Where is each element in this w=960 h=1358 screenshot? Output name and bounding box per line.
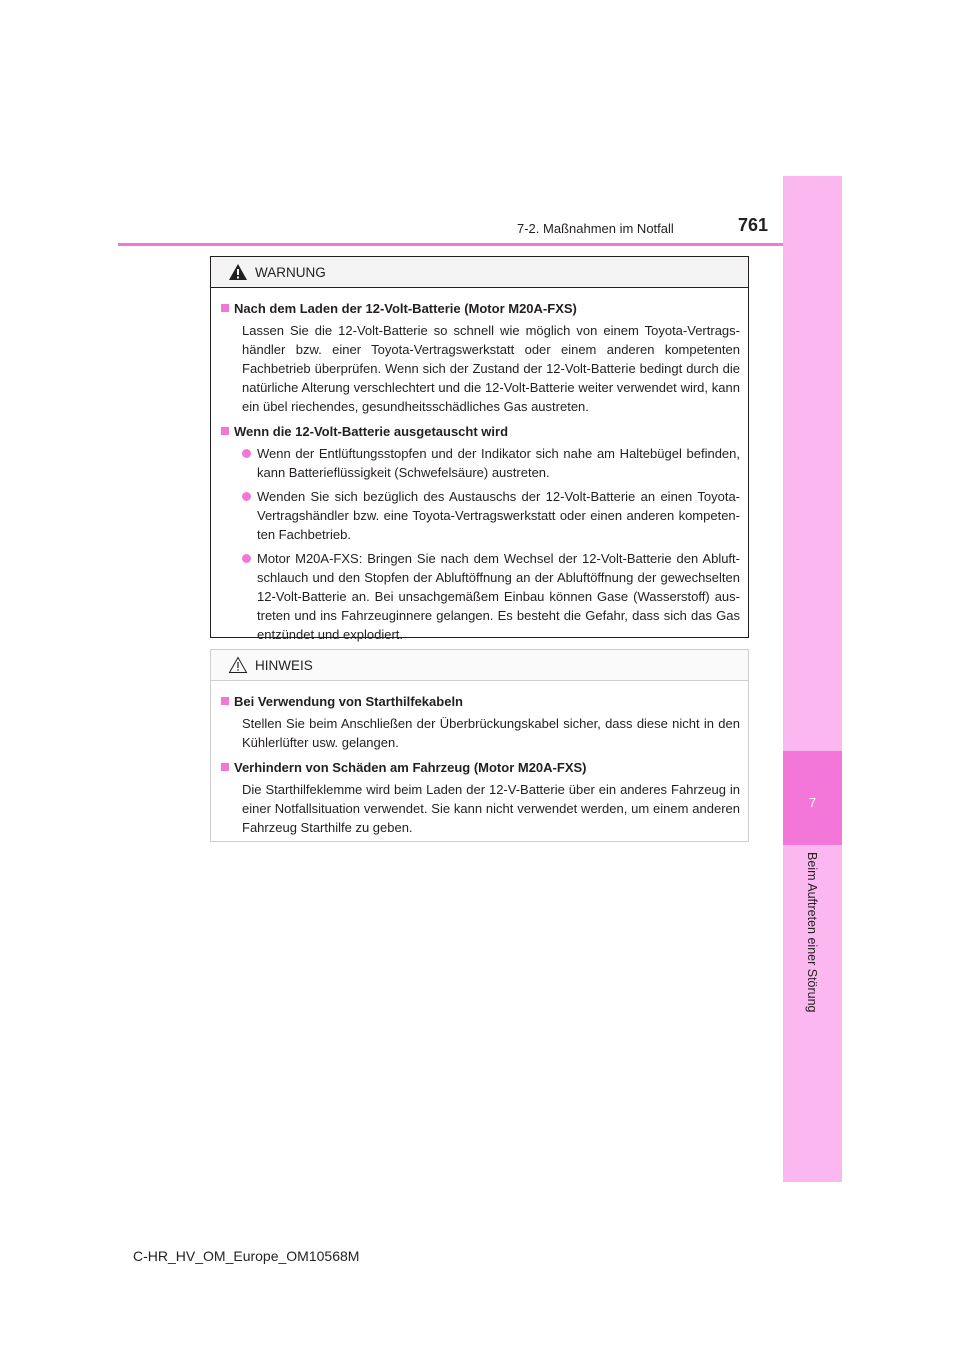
list-item-text: Wenden Sie sich bezüglich des Austauschs der 12-Volt-Batterie an einen Toyota-Vertragshändler bzw. eine Toyota-Vertragswerkstatt oder einen anderen kompeten-ten Fachbetrieb. — [257, 489, 740, 542]
warning-heading-1 — [221, 299, 740, 318]
circle-bullet-icon — [242, 449, 251, 458]
notice-box — [210, 649, 749, 842]
footer-doc-id: C-HR_HV_OM_Europe_OM10568M — [133, 1248, 360, 1264]
page-number: 761 — [738, 215, 769, 235]
list-item-text: Motor M20A-FXS: Bringen Sie nach dem Wechsel der 12-Volt-Batterie den Abluft-schlauch und den Stopfen der Abluftöffnung an der Abluftöffnung der gewechselten 12-Volt-Batterie an. Bei unsachgemäßem Einbau können Gase (Wasserstoff) aus-treten und ins Fahrzeuginnere gelangen. Es besteht die Gefahr, dass sich das Gas entzündet und explodiert. — [257, 551, 740, 642]
notice-heading-2 — [221, 758, 740, 777]
warning-box — [210, 256, 749, 642]
header-rule — [118, 243, 783, 246]
circle-bullet-icon — [242, 492, 251, 501]
list-item — [221, 487, 740, 544]
warning-heading-2 — [221, 422, 740, 441]
notice-title: HINWEIS — [255, 658, 313, 673]
chapter-number: 7 — [808, 795, 817, 810]
warning-title: WARNUNG — [255, 265, 326, 280]
notice-heading-1 — [221, 692, 740, 711]
list-item — [221, 444, 740, 482]
heading-text: Nach dem Laden der 12-Volt-Batterie (Motor M20A-FXS) — [234, 301, 577, 316]
heading-text: Wenn die 12-Volt-Batterie ausgetauscht wird — [234, 424, 509, 439]
notice-text-1: Stellen Sie beim Anschließen der Überbrückungskabel sicher, dass diese nicht in den Kühlerlüfter usw. gelangen. — [242, 716, 740, 750]
section-title: 7-2. Maßnahmen im Notfall — [517, 221, 674, 236]
warning-header — [211, 257, 748, 288]
chapter-title-text: Beim Auftreten einer Störung — [805, 852, 819, 1013]
square-bullet-icon — [221, 697, 229, 705]
circle-bullet-icon — [242, 554, 251, 563]
heading-text: Bei Verwendung von Starthilfekabeln — [234, 694, 463, 709]
notice-text-2: Die Starthilfeklemme wird beim Laden der 12-V-Batterie über ein anderes Fahrzeug in einer Notfallsituation verwendet. Sie kann nicht verwendet werden, um einem anderen Fahrzeug Starthilfe zu geben. — [242, 782, 740, 835]
square-bullet-icon — [221, 763, 229, 771]
notice-triangle-icon — [228, 656, 248, 674]
square-bullet-icon — [221, 304, 229, 312]
notice-header — [211, 650, 748, 681]
chapter-side-tab — [783, 176, 842, 1182]
heading-text: Verhindern von Schäden am Fahrzeug (Motor M20A-FXS) — [234, 760, 587, 775]
list-item-text: Wenn der Entlüftungsstopfen und der Indikator sich nahe am Haltebügel befinden, kann Batterieflüssigkeit (Schwefelsäure) austreten. — [257, 446, 740, 480]
square-bullet-icon — [221, 427, 229, 435]
list-item — [221, 549, 740, 644]
warning-triangle-icon — [228, 263, 248, 281]
warning-text-1: Lassen Sie die 12-Volt-Batterie so schnell wie möglich von einem Toyota-Vertrags-händler bzw. einer Toyota-Vertragswerkstatt oder einem anderen kompetenten Fachbetrieb überprüfen. Wenn sich der Zustand der 12-Volt-Batterie bedingt durch die natürliche Alterung verschlechtert und die 12-Volt-Batterie weiter verwendet wird, kann ein übel riechendes, gesundheitsschädliches Gas austreten. — [242, 323, 740, 414]
